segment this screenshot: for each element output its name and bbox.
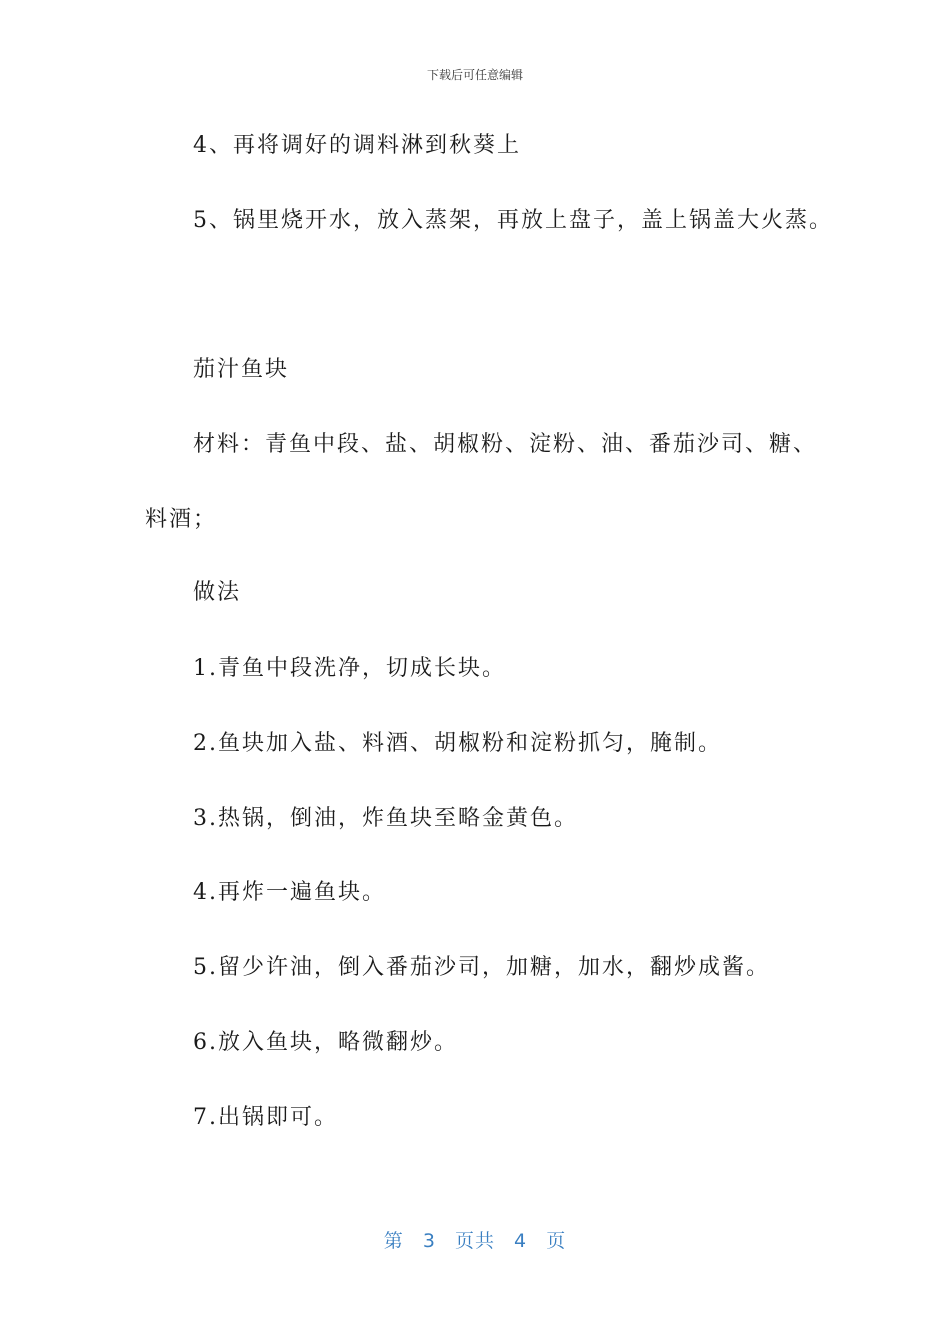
method-step: 5.留少许油，倒入番茄沙司，加糖，加水，翻炒成酱。	[193, 955, 770, 980]
ingredients-line-1: 材料：青鱼中段、盐、胡椒粉、淀粉、油、番茄沙司、糖、	[193, 432, 818, 457]
method-step: 3.热锅，倒油，炸鱼块至略金黄色。	[193, 806, 578, 831]
method-step: 2.鱼块加入盐、料酒、胡椒粉和淀粉抓匀，腌制。	[193, 731, 722, 756]
footer-middle: 页共	[454, 1230, 495, 1252]
method-step: 6.放入鱼块，略微翻炒。	[193, 1030, 458, 1055]
previous-step-5: 5、锅里烧开水，放入蒸架，再放上盘子，盖上锅盖大火蒸。	[193, 208, 833, 233]
method-heading: 做法	[193, 580, 242, 605]
footer-suffix: 页	[546, 1230, 567, 1252]
header-note: 下载后可任意编辑	[426, 68, 523, 82]
footer-prefix: 第	[383, 1230, 404, 1252]
current-page-number: 3	[422, 1230, 436, 1252]
method-step: 4.再炸一遍鱼块。	[193, 880, 386, 905]
recipe-title: 茄汁鱼块	[193, 357, 290, 382]
total-pages-number: 4	[514, 1230, 528, 1252]
page-footer	[0, 1226, 950, 1253]
ingredients-line-2: 料酒；	[145, 507, 218, 532]
method-step: 7.出锅即可。	[193, 1105, 338, 1130]
method-step: 1.青鱼中段洗净，切成长块。	[193, 656, 506, 681]
previous-step-4: 4、再将调好的调料淋到秋葵上	[193, 133, 521, 158]
